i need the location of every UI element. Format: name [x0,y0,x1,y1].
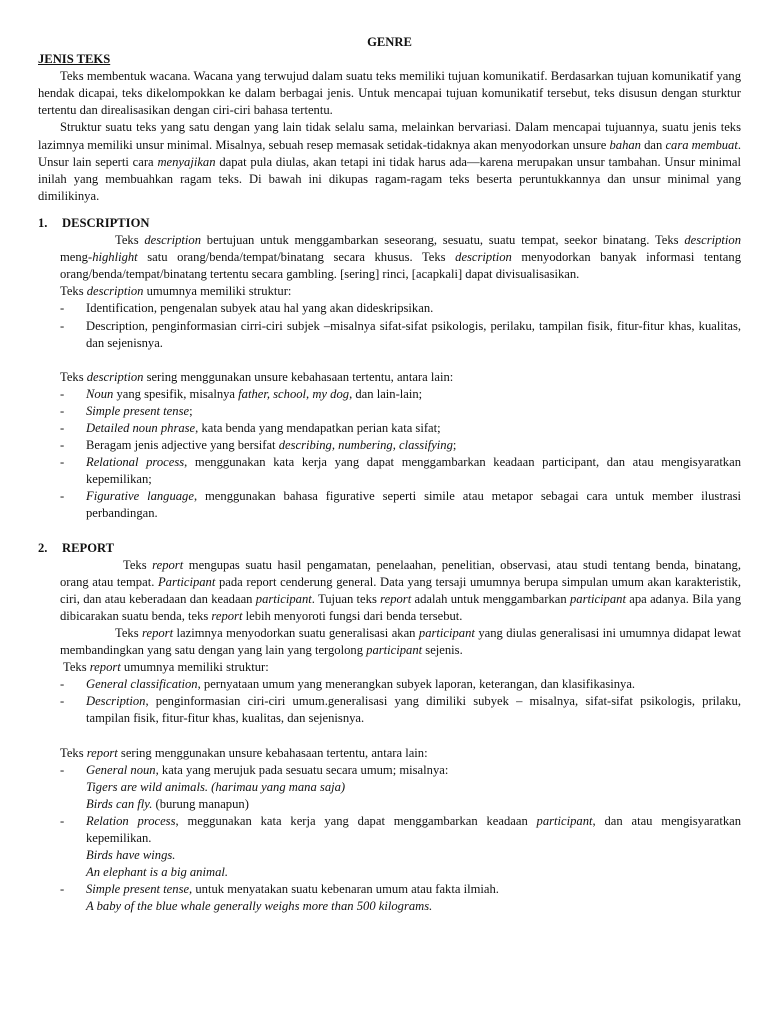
list-item: - General noun, kata yang merujuk pada sesuatu secara umum; misalnya: Tigers are wild animals. (harimau yang mana saja) Birds can fly. (burung manapun) [60,762,741,813]
section-report-heading [38,540,741,557]
section-description-heading [38,215,741,232]
example-sentence: Tigers are wild animals. (harimau yang mana saja) [86,779,346,794]
description-language-list [38,386,741,523]
report-structure-intro: Teks report umumnya memiliki struktur: [63,660,269,675]
report-language-intro: Teks report sering menggunakan unsure kebahasaan tertentu, antara lain: [60,745,428,760]
list-item: - Detailed noun phrase, kata benda yang mendapatkan perian kata sifat; [60,420,741,437]
description-paragraph: Teks description bertujuan untuk menggambarkan seseorang, sesuatu, suatu tempat, seekor binatang. Teks description meng-highlight satu orang/benda/tempat/binatang secara khusus. Teks description menyodorkan banyak informasi tentang orang/benda/tempat/binatang tertentu secara gambling. [sering] rinci, [acapkali] dapat divisualisasikan. [60,233,741,282]
intro-paragraph-1: Teks membentuk wacana. Wacana yang terwujud dalam suatu teks memiliki tujuan komunikatif. Berdasarkan tujuan komunikatif yang hendak dicapai, teks dikelompokkan ke dalam berbagai jenis. Untuk mencapai tujuan komunikatif tersebut, teks disusun dengan sturktur tertentu dan direalisasikan dengan ciri-ciri bahasa tertentu. [38,69,741,118]
list-item: - Relation process, meggunakan kata kerja yang dapat menggambarkan keadaan participant, dan atau mengisyaratkan kepemilikan. Birds have wings. An elephant is a big animal. [60,813,741,881]
section-title: DESCRIPTION [62,215,150,230]
description-structure-list [38,300,741,351]
section-report-body [38,557,741,677]
section-title: REPORT [62,540,115,555]
example-sentence: A baby of the blue whale generally weighs more than 500 kilograms. [86,899,433,914]
list-item: - General classification, pernyataan umum yang menerangkan subyek laporan, keterangan, dan klasifikasinya. [60,676,741,693]
section-description-body [38,232,741,300]
section-number: 2. [38,540,48,555]
example-sentence: Birds can fly. (burung manapun) [86,796,249,811]
list-item: - Simple present tense; [60,403,741,420]
document-title: GENRE [367,35,412,49]
list-item: - Figurative language, menggunakan bahasa figurative seperti simile atau metapor sebagai cara untuk member ilustrasi perbandingan. [60,488,741,522]
list-item: - Relational process, menggunakan kata kerja yang dapat menggambarkan keadaan participant, dan atau mengisyaratkan kepemilikan; [60,454,741,488]
description-structure-intro: Teks description umumnya memiliki struktur: [60,284,292,299]
example-sentence: An elephant is a big animal. [86,865,229,880]
list-item: - Description, penginformasian ciri-ciri umum.generalisasi yang dimiliki subyek – misalnya, sifat-sifat psikologis, prilaku, tampilan fisik, fitur-fitur khas, kualitas, dan sejenisnya. [60,693,741,727]
list-item: - Identification, pengenalan subyek atau hal yang akan dideskripsikan. [60,300,741,317]
list-item: - Beragam jenis adjective yang bersifat describing, numbering, classifying; [60,437,741,454]
list-item: - Description, penginformasian cirri-ciri subjek –misalnya sifat-sifat psikologis, perilaku, tampilan fisik, fitur-fitur khas, kualitas, dan sejenisnya. [60,318,741,352]
section-heading-jenis-teks: JENIS TEKS [38,52,111,67]
report-language-list [38,762,741,916]
section-number: 1. [38,215,48,230]
example-sentence: Birds have wings. [86,848,176,863]
list-item: - Noun yang spesifik, misalnya father, school, my dog, dan lain-lain; [60,386,741,403]
report-paragraph-1: Teks report mengupas suatu hasil pengamatan, penelaahan, penelitian, observasi, atau studi tentang benda, binatang, orang atau tempat. Participant pada report cenderung general. Data yang tersaji umumnya berupa simpulan umum akan karakteristik, ciri, dan atau keberadaan dan keadaan participant. Tujuan teks report adalah untuk menggambarkan participant apa adanya. Bila yang dibicarakan suatu benda, teks report lebih menyoroti fungsi dari benda tersebut. [60,557,742,623]
report-structure-list [38,676,741,727]
intro-paragraph-2: Struktur suatu teks yang satu dengan yang lain tidak selalu sama, melainkan bervariasi. Dalam mencapai tujuannya, suatu jenis teks lazimnya memiliki unsur minimal. Misalnya, sebuah resep memasak setidak-tidaknya akan menyodorkan unsure bahan dan cara membuat. Unsur lain seperti cara menyajikan dapat pula diulas, akan tetapi ini tidak harus ada—karena merupakan unsur tambahan. Unsur minimal inilah yang membuahkan ragam teks. Di bawah ini dikupas ragam-ragam teks beserta peruntukkannya dan unsur minimal yang dimilikinya. [38,120,741,203]
description-language-intro: Teks description sering menggunakan unsure kebahasaan tertentu, antara lain: [60,369,454,384]
list-item: - Simple present tense, untuk menyatakan suatu kebenaran umum atau fakta ilmiah. A baby of the blue whale generally weighs more than 500 kilograms. [60,881,741,915]
report-paragraph-2: Teks report lazimnya menyodorkan suatu generalisasi akan participant yang diulas generalisasi ini umumnya didapat lewat membandingkan yang satu dengan yang lain yang tergolong participant sejenis. [60,626,741,658]
